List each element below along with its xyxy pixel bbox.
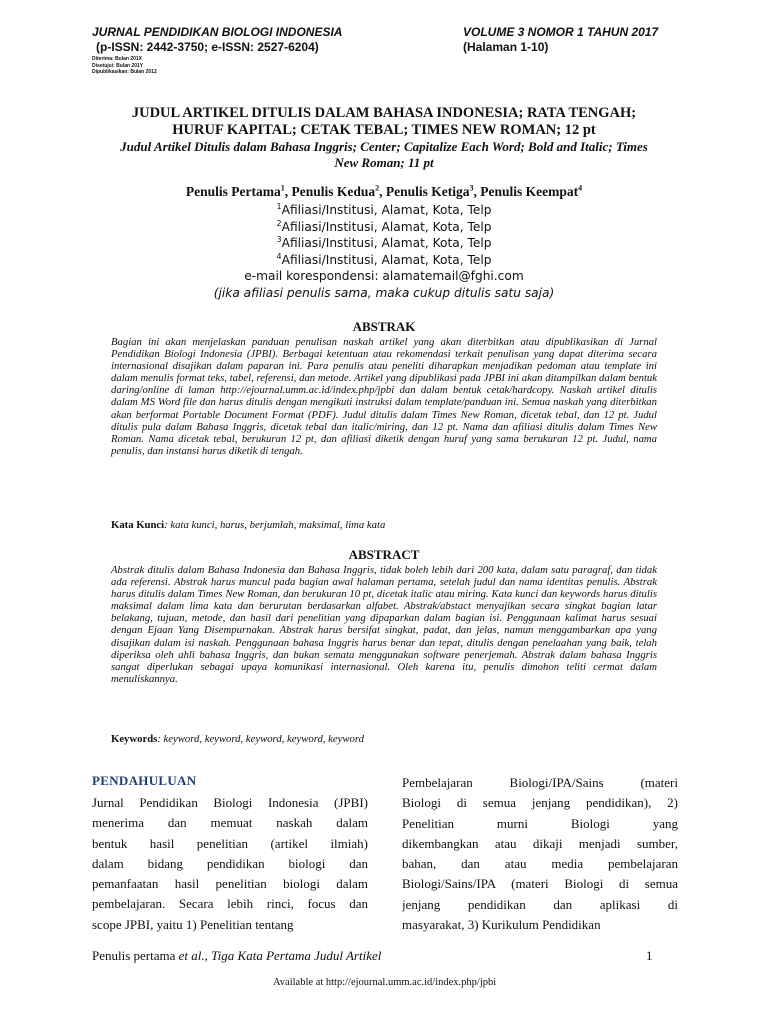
- author-mark: 3: [469, 183, 474, 193]
- footer-author: Penulis pertama: [92, 948, 179, 963]
- text-line: Biologi/Sains/IPA (materi Biologi di semua: [402, 876, 678, 892]
- author-separator: ,: [284, 184, 292, 199]
- text-line: jenjang pendidikan dan aplikasi di: [402, 896, 678, 912]
- volume-info: VOLUME 3 NOMOR 1 TAHUN 2017: [463, 25, 659, 39]
- author-separator: ,: [379, 184, 386, 199]
- intro-right-column: [402, 773, 678, 935]
- author-separator: ,: [473, 184, 481, 199]
- page-range: (Halaman 1-10): [463, 40, 549, 54]
- affiliation-text: Afiliasi/Institusi, Alamat, Kota, Telp: [281, 252, 492, 267]
- issn-info: (p-ISSN: 2442-3750; e-ISSN: 2527-6204): [96, 40, 319, 54]
- abstrak-heading: ABSTRAK: [352, 319, 416, 334]
- page-number: 1: [646, 948, 653, 963]
- kata-kunci: [111, 519, 657, 531]
- text-line: Pembelajaran Biologi/IPA/Sains (materi: [402, 775, 678, 790]
- author-mark: 4: [578, 183, 583, 193]
- text-line: pembelajaran. Secara lebih rinci, focus dan: [92, 896, 368, 912]
- affiliation-mark: 3: [276, 234, 282, 244]
- affiliation-line: [92, 219, 676, 236]
- text-line: bentuk hasil penelitian (artikel ilmiah): [92, 835, 368, 851]
- text-line: pemanfaatan hasil penelitian biologi dalam: [92, 876, 368, 892]
- affiliation-mark: 2: [276, 218, 282, 228]
- text-line: menerima dan memuat naskah dalam: [92, 815, 368, 831]
- text-line: bahan, dan atau media pembelajaran: [402, 856, 678, 872]
- accepted-date: Disetujui: Bulan 201Y: [92, 62, 144, 69]
- title-line-2: HURUF KAPITAL; CETAK TEBAL; TIMES NEW ROMAN; 12 pt: [172, 122, 596, 138]
- submission-dates: [92, 56, 157, 76]
- article-title: [96, 105, 672, 139]
- text-line: Penelitian murni Biologi yang: [402, 815, 678, 831]
- correspondence-email: e-mail korespondensi: alamatemail@fghi.com: [244, 269, 524, 283]
- abstract-heading: ABSTRACT: [348, 547, 420, 562]
- text-line: dalam bidang pendidikan biologi dan: [92, 855, 368, 871]
- author-name: Penulis Ketiga: [385, 184, 470, 199]
- author-name: Penulis Keempat: [480, 184, 579, 199]
- availability-link[interactable]: Available at http://ejournal.umm.ac.id/index.php/jpbi: [273, 977, 497, 988]
- english-title-line-2: New Roman; 11 pt: [334, 155, 434, 170]
- affiliation-line: [92, 235, 676, 252]
- running-footer: [92, 948, 381, 964]
- affiliation-text: Afiliasi/Institusi, Alamat, Kota, Telp: [281, 219, 492, 234]
- affiliation-block: [92, 202, 676, 301]
- text-line: dikembangkan atau dikaji menjadi sumber,: [402, 835, 678, 851]
- affiliation-note: (jika afiliasi penulis sama, maka cukup ditulis satu saja): [213, 285, 555, 300]
- published-date: Dipublikasikan: Bulan 2012: [92, 69, 157, 75]
- title-line-1: JUDUL ARTIKEL DITULIS DALAM BAHASA INDONESIA; RATA TENGAH;: [131, 105, 637, 121]
- author-mark: 2: [375, 183, 380, 193]
- english-title-line-1: Judul Artikel Ditulis dalam Bahasa Inggris; Center; Capitalize Each Word; Bold and Italic; Times: [120, 139, 648, 154]
- keywords: [111, 733, 657, 745]
- text-line: Jurnal Pendidikan Biologi Indonesia (JPBI): [92, 795, 368, 810]
- author-name: Penulis Pertama: [185, 184, 281, 199]
- affiliation-line: [92, 252, 676, 269]
- affiliation-line: [92, 202, 676, 219]
- text-line: masyarakat, 3) Kurikulum Pendidikan: [402, 917, 601, 933]
- affiliation-text: Afiliasi/Institusi, Alamat, Kota, Telp: [281, 203, 492, 217]
- author-name: Penulis Kedua: [291, 184, 376, 199]
- kata-kunci-label: Kata Kunci: [111, 519, 165, 531]
- affiliation-mark: 4: [276, 251, 282, 261]
- english-title: [92, 139, 676, 171]
- pendahuluan-heading: PENDAHULUAN: [92, 773, 197, 788]
- kata-kunci-values: : kata kunci, harus, berjumlah, maksimal, lima kata: [164, 519, 386, 531]
- footer-etal: et al.: [178, 948, 205, 963]
- text-line: Biologi di semua jenjang pendidikan), 2): [402, 795, 678, 811]
- footer-title: , Tiga Kata Pertama Judul Artikel: [204, 948, 382, 963]
- keywords-label: Keywords: [111, 733, 158, 745]
- journal-name: JURNAL PENDIDIKAN BIOLOGI INDONESIA: [92, 25, 343, 39]
- abstract-body: Abstrak ditulis dalam Bahasa Indonesia dan Bahasa Inggris, tidak boleh lebih dari 200 kata, dalam satu paragraf, dan tidak ada referensi. Abstrak harus muncul pada bagian awal halaman pertama, setelah judul dan nama identitas penulis. Abstrak harus ditulis dalam Times New Roman, dan berukuran 10 pt, dicetak italic atau miring. Kata kunci dan keywords harus ditulis maksimal dalam lima kata dan berurutan berdasarkan alfabet. Abstrak/abstact menyajikan secara singkat bagian latar belakang, tujuan, metode, dan hasil dari penelitian yang dipaparkan dalam bagian isi. Penggunaan kalimat harus sesuai dengan Ejaan Yang Disempurnakan. Abstrak harus bersifat singkat, padat, dan jelas, namun menggambarkan apa yang disajikan dalam isi naskah. Penggunaan bahasa Inggris harus benar dan tepat, ditulis dengan penelaahan yang baik, telah diperiksa oleh ahli bahasa Inggris, dan bukan semata menggunakan software penerjemah. Abstrak dalam bahasa Inggris sangat diperlukan sebagai upaya komunikasi internasional. Oleh karena itu, penulis dimohon teliti cermat dalam menuliskannya.: [111, 564, 657, 685]
- affiliation-text: Afiliasi/Institusi, Alamat, Kota, Telp: [281, 236, 492, 250]
- text-line: scope JPBI, yaitu 1) Penelitian tentang: [92, 916, 294, 932]
- received-date: Diterima: Bulan 201X: [92, 56, 143, 62]
- intro-left-column: [92, 793, 368, 935]
- keywords-values: : keyword, keyword, keyword, keyword, keyword: [157, 733, 364, 745]
- author-mark: 1: [280, 183, 285, 193]
- affiliation-mark: 1: [276, 201, 282, 211]
- abstrak-body: Bagian ini akan menjelaskan panduan penulisan naskah artikel yang akan diterbitkan atau dipublikasikan di Jurnal Pendidikan Biologi Indonesia (JPBI). Berbagai ketentuan atau rekomendasi terkait penulisan yang dapat diterima secara internasional disajikan dalam paparan ini. Para penulis atau peneliti diharapkan menjadikan pedoman atau template ini dalam menulis format teks, tabel, referensi, dan metode. Artikel yang dipublikasi pada JPBI ini akan ditampilkan dalam bentuk daring/online di laman http://ejournal.umm.ac.id/index.php/jpbi dan dalam bentuk cetak/hardcopy. Naskah artikel ditulis dalam MS Word file dan harus ditulis dengan mengikuti instruksi dalam template/panduan ini. Semua naskah yang diterbitkan akan berformat Portable Document Format (PDF). Judul ditulis dalam Times New Roman, dicetak tebal, dan 12 pt. Judul ditulis pula dalam Bahasa Inggris, dicetak tebal dan italic/miring, dan 12 pt. Nama dan afiliasi ditulis dalam Times New Roman. Nama dicetak tebal, berukuran 12 pt, dan afiliasi diketik dengan huruf yang sama berukuran 12 pt. Judul, nama penulis, dan instansi harus diketik di tengah.: [111, 336, 657, 457]
- author-list: [92, 184, 676, 200]
